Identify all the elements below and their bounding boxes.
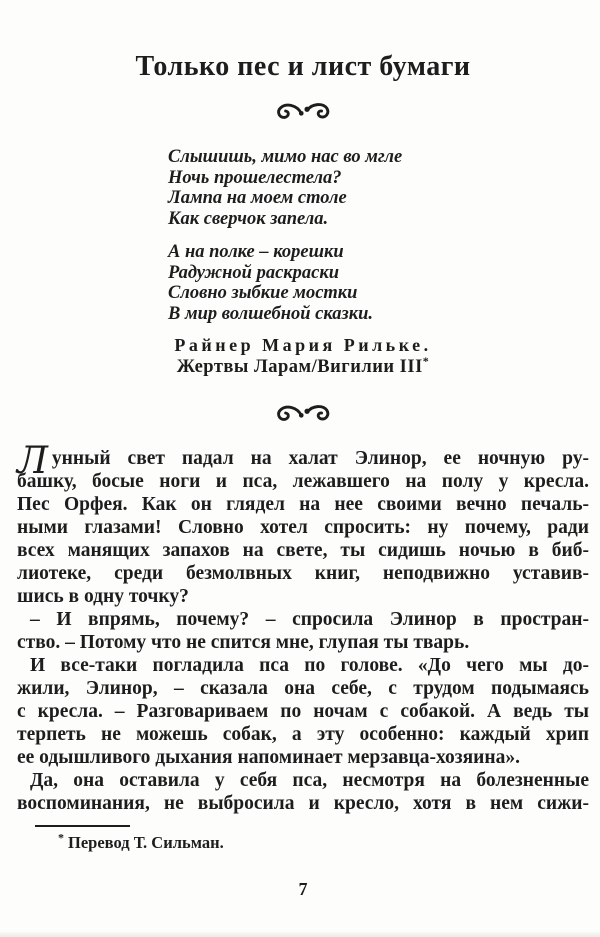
drop-cap: Л xyxy=(17,439,48,482)
body-line-text: унный свет падал на халат Элинор, ее ночную ру- xyxy=(51,448,589,469)
footnote-marker: * xyxy=(58,830,64,845)
attribution-author: Райнер Мария Рильке. xyxy=(174,335,432,355)
poem-line: Слышишь, мимо нас во мгле xyxy=(168,147,403,167)
body-line: воспоминания, не выбросила и кресло, хотя в нем сижи- xyxy=(17,793,589,814)
footnote xyxy=(17,830,589,853)
poem-line: Ночь прошелестела? xyxy=(168,167,342,188)
epigraph-attribution xyxy=(17,334,589,378)
epigraph-stanza-1 xyxy=(168,147,589,229)
body-line: ство. – Потому что не спится мне, глупая ты тварь. xyxy=(17,632,470,653)
fleuron-ornament-icon xyxy=(274,98,332,124)
poem-line: А на полке – корешки xyxy=(168,242,344,262)
poem-line: Как сверчок запела. xyxy=(168,208,329,229)
footnote-rule xyxy=(35,825,130,827)
footnote-marker: * xyxy=(422,353,430,368)
body-line: башку, босые ноги и пса, лежавшего на полу у кресла. xyxy=(17,471,589,492)
poem-line: Радужной раскраски xyxy=(168,262,340,283)
body-line: Пес Орфея. Как он глядел на нее своими вечно печаль- xyxy=(17,494,589,515)
body-line: терпеть не можешь собак, а эту особенно: каждый хрип xyxy=(17,724,589,745)
paragraph xyxy=(17,440,589,608)
body-line: лиотеке, среди безмолвных книг, неподвижно уставив- xyxy=(17,563,589,584)
scan-edge-shadow xyxy=(0,931,600,937)
poem-line: Словно зыбкие мостки xyxy=(168,283,358,303)
body-line: шись в одну точку? xyxy=(17,586,189,607)
attribution-source xyxy=(17,353,589,378)
page-number: 7 xyxy=(298,879,308,899)
epigraph-stanza-2 xyxy=(168,242,589,324)
chapter-title: Только пес и лист бумаги xyxy=(135,51,471,82)
body-line: ными глазами! Словно хотел спросить: ну почему, ради xyxy=(17,517,589,538)
body-line: всех манящих запахов на свете, ты сидишь ночью в биб- xyxy=(17,540,589,561)
paragraph xyxy=(17,608,589,654)
paragraph xyxy=(17,654,589,769)
body-line: И все-таки погладила пса по голове. «До чего мы до- xyxy=(30,655,589,676)
poem-line: В мир волшебной сказки. xyxy=(168,303,374,324)
poem-line: Лампа на моем столе xyxy=(168,188,347,208)
fleuron-ornament-icon xyxy=(274,400,332,426)
body-line: с кресла. – Разговариваем по ночам с собакой. А ведь ты xyxy=(17,701,589,722)
body-line: Да, она оставила у себя пса, несмотря на болезненные xyxy=(30,770,589,791)
body-line: ее одышливого дыхания напоминает мерзавца-хозяина». xyxy=(17,747,521,768)
body-text xyxy=(17,440,589,815)
footnote-text: Перевод Т. Сильман. xyxy=(68,833,224,852)
epigraph xyxy=(168,147,589,324)
attribution-source-text: Жертвы Ларам/Вигилии III xyxy=(176,357,423,377)
body-line: – И впрямь, почему? – спросила Элинор в простран- xyxy=(30,609,589,630)
body-line: жили, Элинор, – сказала она себе, с трудом подымаясь xyxy=(17,678,589,699)
paragraph xyxy=(17,769,589,815)
